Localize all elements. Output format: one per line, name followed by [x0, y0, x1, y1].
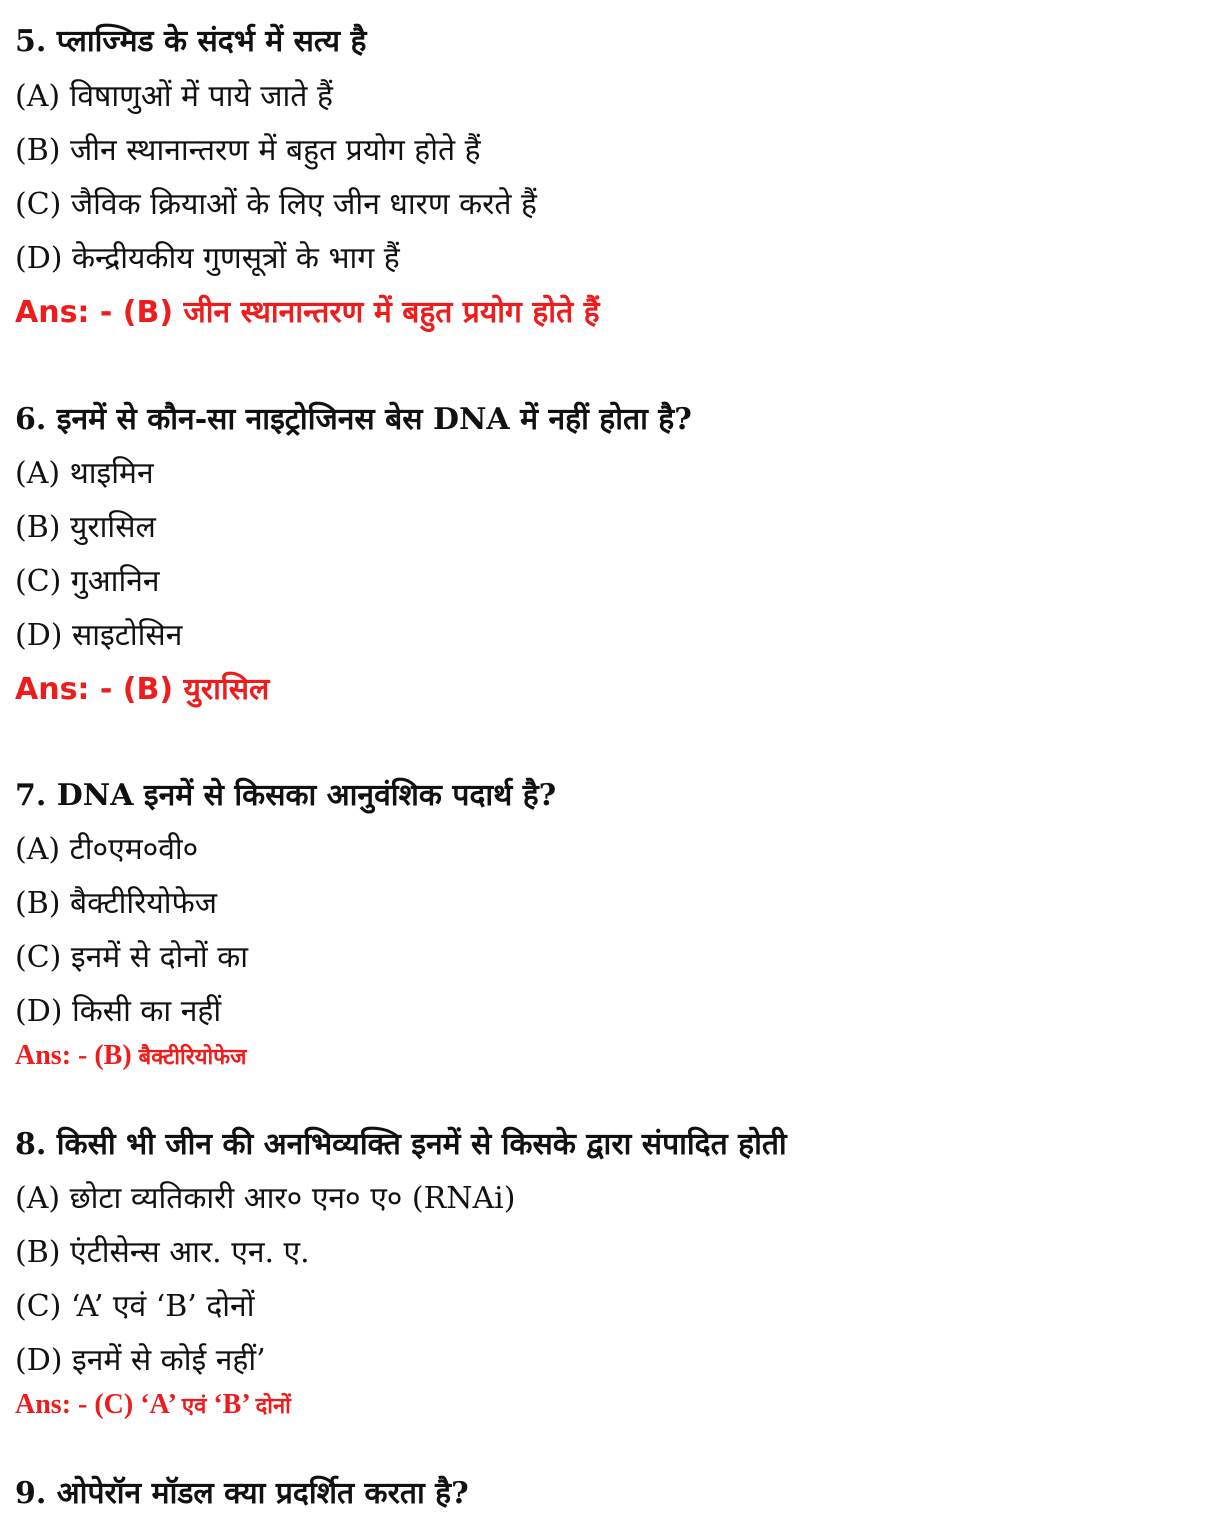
question-5-option-b: (B) जीन स्थानान्तरण में बहुत प्रयोग होते हैं — [15, 133, 481, 168]
question-7-option-c: (C) इनमें से दोनों का — [15, 940, 249, 975]
answer-text: युरासिल — [183, 672, 270, 707]
question-7-option-b: (B) बैक्टीरियोफेज — [15, 886, 217, 921]
answer-prefix: Ans: - (B) — [15, 1040, 132, 1071]
question-7-title: 7. DNA इनमें से किसका आनुवंशिक पदार्थ है? — [15, 778, 557, 813]
question-8-option-a: (A) छोटा व्यतिकारी आर० एन० ए० (RNAi) — [15, 1181, 516, 1216]
answer-mid: एवं — [181, 1393, 207, 1418]
question-6-option-d: (D) साइटोसिन — [15, 618, 183, 653]
answer-text: दोनों — [255, 1393, 291, 1418]
question-5-title: 5. प्लाज्मिड के संदर्भ में सत्य है — [15, 24, 367, 59]
question-5-option-c: (C) जैविक क्रियाओं के लिए जीन धारण करते हैं — [15, 187, 537, 222]
question-6-option-a: (A) थाइमिन — [15, 456, 154, 491]
question-5-option-d: (D) केन्द्रीयकीय गुणसूत्रों के भाग हैं — [15, 241, 400, 276]
question-6-option-b: (B) युरासिल — [15, 510, 156, 545]
question-6-title: 6. इनमें से कौन-सा नाइट्रोजिनस बेस DNA में नहीं होता है? — [15, 402, 692, 437]
question-8-option-c: (C) ‘A’ एवं ‘B’ दोनों — [15, 1289, 255, 1324]
question-8-title: 8. किसी भी जीन की अनभिव्यक्ति इनमें से किसके द्वारा संपादित होती — [15, 1127, 787, 1162]
question-7-option-d: (D) किसी का नहीं — [15, 994, 222, 1029]
answer-mid2: ‘B’ — [213, 1389, 249, 1420]
answer-prefix: Ans: - (B) — [15, 295, 174, 330]
question-5-answer — [15, 295, 600, 330]
question-8-option-b: (B) एंटीसेन्स आर. एन. ए. — [15, 1235, 310, 1270]
question-5-option-a: (A) विषाणुओं में पाये जाते हैं — [15, 79, 333, 114]
question-9-title: 9. ओपेरॉन मॉडल क्या प्रदर्शित करता है? — [15, 1476, 469, 1511]
answer-text: जीन स्थानान्तरण में बहुत प्रयोग होते हैं — [183, 295, 600, 330]
answer-text: बैक्टीरियोफेज — [138, 1044, 247, 1069]
question-8-option-d: (D) इनमें से कोई नहीं’ — [15, 1343, 266, 1378]
question-7-option-a: (A) टी०एम०वी० — [15, 832, 199, 867]
answer-prefix: Ans: - (B) — [15, 672, 174, 707]
answer-prefix: Ans: - (C) ‘A’ — [15, 1389, 175, 1420]
question-8-answer — [15, 1391, 291, 1419]
question-6-answer — [15, 672, 270, 707]
question-7-answer — [15, 1042, 246, 1070]
question-6-option-c: (C) गुआनिन — [15, 564, 160, 599]
